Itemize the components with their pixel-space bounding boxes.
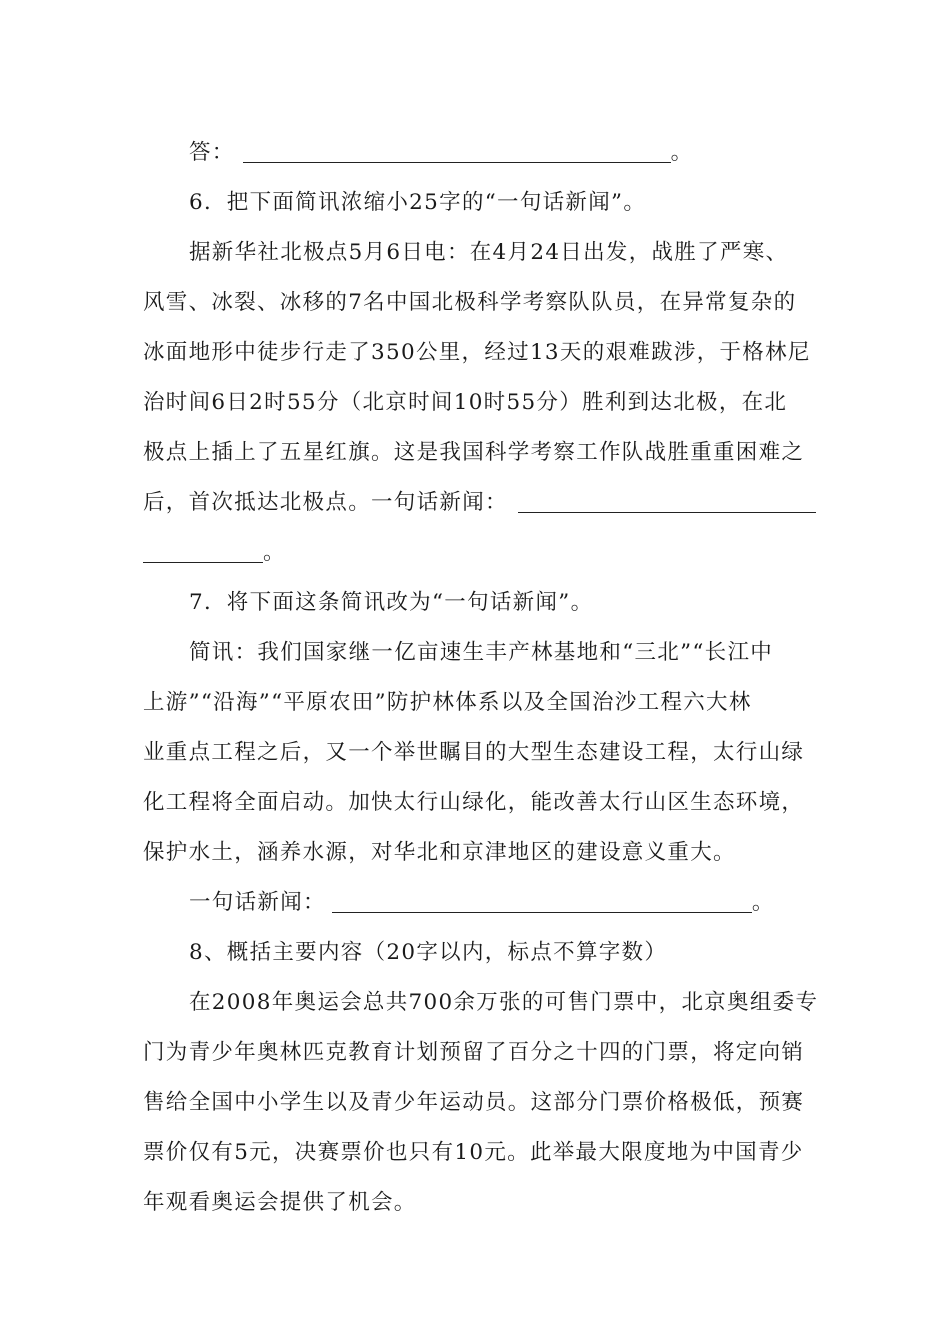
q8-body-line: 售给全国中小学生以及青少年运动员。这部分门票价格极低，预赛 — [143, 1090, 805, 1115]
q8-title: 8、概括主要内容（20字以内，标点不算字数） — [189, 940, 668, 965]
q7-body-line: 上游”“沿海”“平原农田”防护林体系以及全国治沙工程六大林 — [143, 690, 752, 715]
q7-answer-blank[interactable] — [332, 878, 752, 913]
q6-answer-blank[interactable] — [518, 478, 816, 513]
document-page — [143, 128, 819, 1228]
q8-body-line: 年观看奥运会提供了机会。 — [143, 1190, 417, 1215]
q8-body-line: 在2008年奥运会总共700余万张的可售门票中，北京奥组委专 — [189, 990, 819, 1015]
q5-answer-label: 答： — [189, 140, 235, 165]
q8-body-line: 门为青少年奥林匹克教育计划预留了百分之十四的门票，将定向销 — [143, 1040, 805, 1065]
q7-answer-label: 一句话新闻： — [189, 890, 326, 915]
q6-body-line: 极点上插上了五星红旗。这是我国科学考察工作队战胜重重困难之 — [143, 440, 805, 465]
q6-body-line: 据新华社北极点5月6日电：在4月24日出发，战胜了严寒、 — [189, 240, 789, 265]
q6-answer-blank-continued[interactable] — [143, 528, 263, 563]
q7-answer-line — [143, 878, 807, 928]
q7-body-line: 简讯：我们国家继一亿亩速生丰产林基地和“三北”“长江中 — [189, 640, 774, 665]
q7-body-line: 业重点工程之后，又一个举世瞩目的大型生态建设工程，太行山绿 — [143, 740, 805, 765]
q7-answer-end: 。 — [751, 890, 775, 915]
q6-answer-label: 后，首次抵达北极点。一句话新闻： — [143, 490, 508, 515]
q6-body-line: 风雪、冰裂、冰移的7名中国北极科学考察队队员，在异常复杂的 — [143, 290, 797, 315]
q7-body-line: 保护水土，涵养水源，对华北和京津地区的建设意义重大。 — [143, 840, 736, 865]
q7-body-line: 化工程将全面启动。加快太行山绿化，能改善太行山区生态环境， — [143, 790, 805, 815]
q6-answer-end: 。 — [263, 540, 286, 565]
q5-answer-blank[interactable] — [243, 128, 671, 163]
q7-title: 7．将下面这条简讯改为“一句话新闻”。 — [189, 590, 594, 615]
q6-body-line: 治时间6日2时55分（北京时间10时55分）胜利到达北极，在北 — [143, 390, 788, 415]
q6-answer-line — [143, 478, 807, 528]
q8-body-line: 票价仅有5元，决赛票价也只有10元。此举最大限度地为中国青少 — [143, 1140, 804, 1165]
q6-body-line: 冰面地形中徒步行走了350公里，经过13天的艰难跋涉，于格林尼 — [143, 340, 811, 365]
q5-answer-end: 。 — [670, 140, 694, 165]
q6-title: 6．把下面简讯浓缩小25字的“一句话新闻”。 — [189, 190, 647, 215]
q6-answer-continuation — [143, 528, 807, 578]
q5-answer-line — [143, 128, 807, 178]
